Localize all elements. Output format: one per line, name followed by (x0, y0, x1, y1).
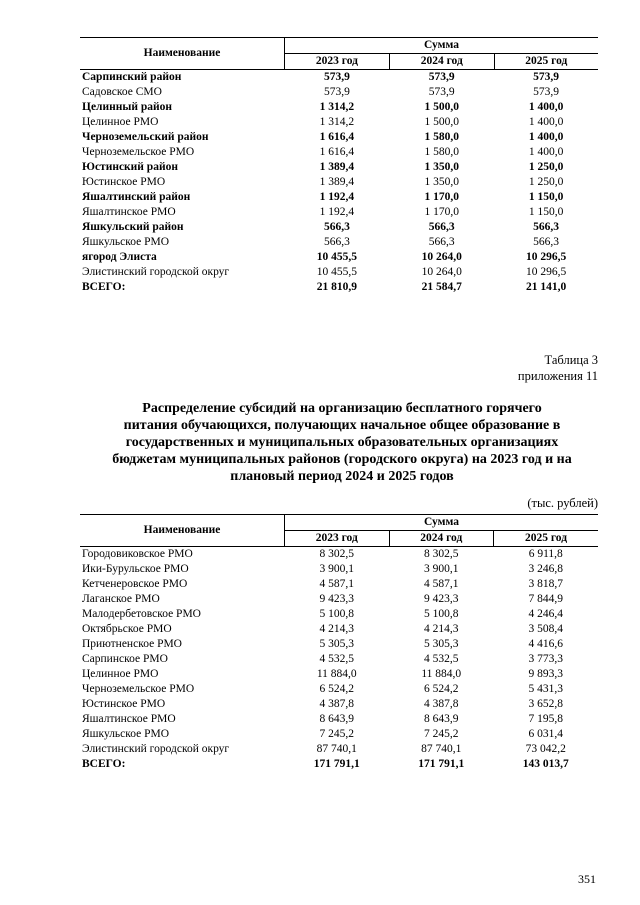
row-value: 8 643,9 (319, 713, 354, 725)
table-row (80, 592, 598, 607)
row-value: 3 818,7 (528, 578, 563, 590)
table-row (80, 160, 598, 175)
table-row (80, 682, 598, 697)
row-value: 87 740,1 (316, 743, 357, 755)
row-value: 1 250,0 (528, 161, 564, 173)
row-name: Целинный район (82, 101, 173, 113)
row-value: 1 616,4 (319, 131, 355, 143)
row-value: 87 740,1 (421, 743, 462, 755)
row-value: 1 150,0 (528, 206, 564, 218)
row-value: 5 305,3 (319, 638, 354, 650)
row-value: 1 580,0 (424, 146, 459, 158)
column-header-year: 2024 год (389, 54, 494, 70)
row-value: 143 013,7 (522, 758, 569, 770)
row-value: 3 900,1 (424, 563, 459, 575)
table-row (80, 742, 598, 757)
row-value: 1 389,4 (319, 176, 355, 188)
row-name: Яшкульское РМО (82, 728, 170, 740)
row-name: Целинное РМО (82, 668, 159, 680)
table-row (80, 577, 598, 592)
page-number: 351 (578, 872, 596, 886)
table-number: Таблица 3 (544, 353, 598, 367)
row-value: 1 500,0 (424, 101, 459, 113)
table-row (80, 145, 598, 160)
allocation-table-1 (80, 37, 598, 295)
table-row (80, 265, 598, 280)
row-value: 566,3 (533, 221, 560, 233)
row-value: 1 400,0 (528, 101, 564, 113)
table-row (80, 547, 598, 563)
row-value: 3 900,1 (319, 563, 354, 575)
row-value: 573,9 (533, 86, 560, 98)
row-value: 573,9 (533, 71, 560, 83)
table-row (80, 190, 598, 205)
table-title-line: плановый период 2024 и 2025 годов (230, 469, 454, 484)
table-title (82, 400, 602, 485)
row-value: 10 264,0 (421, 266, 462, 278)
row-value: 1 314,2 (319, 101, 355, 113)
row-value: 566,3 (428, 221, 455, 233)
row-value: 1 580,0 (424, 131, 459, 143)
row-value: 566,3 (533, 236, 560, 248)
table-row (80, 280, 598, 295)
row-value: 21 810,9 (316, 281, 358, 293)
row-value: 8 302,5 (424, 548, 459, 560)
row-value: 4 387,8 (319, 698, 354, 710)
row-value: 171 791,1 (418, 758, 465, 770)
row-value: 566,3 (323, 221, 350, 233)
row-value: 1 350,0 (424, 176, 459, 188)
row-value: 10 296,5 (525, 266, 567, 278)
column-header-year: 2023 год (285, 54, 390, 70)
row-name: Ики-Бурульское РМО (82, 563, 189, 575)
table-row (80, 607, 598, 622)
row-name: Юстинское РМО (82, 698, 166, 710)
row-value: 3 246,8 (528, 563, 563, 575)
row-name: Черноземельское РМО (82, 683, 195, 695)
row-value: 11 884,0 (316, 668, 357, 680)
row-name: Яшалтинское РМО (82, 206, 176, 218)
row-value: 7 844,9 (528, 593, 563, 605)
row-value: 5 100,8 (319, 608, 354, 620)
row-value: 8 643,9 (424, 713, 459, 725)
row-value: 573,9 (428, 71, 455, 83)
row-name: Малодербетовское РМО (82, 608, 201, 620)
column-header-sum: Сумма (285, 515, 599, 531)
table-row (80, 85, 598, 100)
table-row (80, 562, 598, 577)
table-title-line: Распределение субсидий на организацию бесплатного горячего (142, 401, 542, 416)
column-header-year: 2025 год (494, 54, 598, 70)
table-row (80, 205, 598, 220)
table-row (80, 652, 598, 667)
table-row (80, 250, 598, 265)
row-value: 4 246,4 (528, 608, 563, 620)
row-value: 6 524,2 (319, 683, 354, 695)
row-name: Городовиковское РМО (82, 548, 193, 560)
row-value: 4 532,5 (424, 653, 459, 665)
table-title-line: питания обучающихся, получающих начальное общее образование в (123, 418, 561, 433)
row-value: 7 195,8 (528, 713, 563, 725)
row-name: Юстинский район (82, 161, 178, 173)
row-value: 573,9 (428, 86, 455, 98)
row-value: 3 652,8 (528, 698, 563, 710)
row-name: Юстинское РМО (82, 176, 166, 188)
column-header-year: 2023 год (285, 531, 390, 547)
row-value: 11 884,0 (421, 668, 462, 680)
row-name: Яшалтинский район (82, 191, 191, 203)
table-row (80, 220, 598, 235)
row-value: 1 616,4 (319, 146, 355, 158)
column-header-year: 2024 год (389, 531, 494, 547)
row-value: 573,9 (323, 86, 350, 98)
row-value: 4 214,3 (319, 623, 354, 635)
units-label: (тыс. рублей) (527, 496, 598, 510)
row-value: 9 893,3 (528, 668, 563, 680)
row-value: 10 264,0 (421, 251, 462, 263)
row-value: 3 773,3 (528, 653, 563, 665)
row-name: Яшалтинское РМО (82, 713, 176, 725)
row-name: Октябрьское РМО (82, 623, 172, 635)
table-row (80, 712, 598, 727)
row-value: 573,9 (323, 71, 350, 83)
row-name: Сарпинское РМО (82, 653, 168, 665)
allocation-table-2 (80, 514, 598, 772)
row-value: 73 042,2 (525, 743, 566, 755)
row-value: 1 170,0 (424, 191, 459, 203)
row-value: 1 500,0 (424, 116, 459, 128)
row-value: 1 170,0 (424, 206, 459, 218)
row-value: 21 141,0 (525, 281, 567, 293)
row-name: Лаганское РМО (82, 593, 160, 605)
row-value: 566,3 (323, 236, 350, 248)
row-value: 1 400,0 (528, 146, 564, 158)
row-value: 171 791,1 (313, 758, 360, 770)
row-value: 21 584,7 (421, 281, 462, 293)
table-row (80, 175, 598, 190)
table-row (80, 70, 598, 86)
row-name: Яшкульский район (82, 221, 184, 233)
row-value: 10 296,5 (525, 251, 567, 263)
row-value: 4 387,8 (424, 698, 459, 710)
row-value: 4 587,1 (424, 578, 459, 590)
row-name: Элистинский городской округ (82, 266, 230, 278)
row-value: 9 423,3 (424, 593, 459, 605)
row-value: 1 389,4 (319, 161, 355, 173)
row-value: 6 031,4 (528, 728, 563, 740)
row-value: 1 250,0 (528, 176, 564, 188)
column-header-name: Наименование (80, 38, 285, 70)
row-value: 1 192,4 (319, 191, 355, 203)
table-row (80, 697, 598, 712)
row-value: 6 911,8 (528, 548, 563, 560)
row-value: 10 455,5 (316, 266, 358, 278)
row-value: 1 314,2 (319, 116, 355, 128)
row-value: 1 400,0 (528, 116, 564, 128)
table-row (80, 667, 598, 682)
row-value: 4 532,5 (319, 653, 354, 665)
column-header-sum: Сумма (285, 38, 599, 54)
table-row (80, 637, 598, 652)
row-value: 3 508,4 (528, 623, 563, 635)
row-value: 7 245,2 (424, 728, 459, 740)
row-value: 4 587,1 (319, 578, 354, 590)
row-value: 7 245,2 (319, 728, 354, 740)
row-name: Садовское СМО (82, 86, 162, 98)
table-row (80, 100, 598, 115)
row-value: 1 150,0 (528, 191, 564, 203)
row-name: ВСЕГО: (82, 281, 126, 293)
row-value: 9 423,3 (319, 593, 354, 605)
row-name: ВСЕГО: (82, 758, 126, 770)
row-value: 5 100,8 (424, 608, 459, 620)
row-name: Целинное РМО (82, 116, 159, 128)
row-value: 6 524,2 (424, 683, 459, 695)
row-value: 5 305,3 (424, 638, 459, 650)
row-value: 4 214,3 (424, 623, 459, 635)
row-value: 1 192,4 (319, 206, 355, 218)
row-name: Сарпинский район (82, 71, 182, 83)
table-row (80, 115, 598, 130)
row-value: 1 400,0 (528, 131, 564, 143)
table-title-line: бюджетам муниципальных районов (городского округа) на 2023 год и на (112, 452, 572, 467)
table-title-line: государственных и муниципальных образовательных организациях (125, 435, 559, 450)
table-row (80, 235, 598, 250)
row-name: Приютненское РМО (82, 638, 182, 650)
row-value: 8 302,5 (319, 548, 354, 560)
column-header-name: Наименование (80, 515, 285, 547)
row-value: 10 455,5 (316, 251, 358, 263)
row-name: Кетченеровское РМО (82, 578, 188, 590)
appendix-reference: приложения 11 (517, 369, 598, 383)
row-value: 4 416,6 (528, 638, 563, 650)
row-name: ягород Элиста (82, 251, 157, 263)
row-name: Черноземельское РМО (82, 146, 195, 158)
row-value: 1 350,0 (424, 161, 459, 173)
table-row (80, 727, 598, 742)
table-row (80, 130, 598, 145)
row-name: Элистинский городской округ (82, 743, 230, 755)
table-row (80, 622, 598, 637)
row-name: Черноземельский район (82, 131, 209, 143)
row-value: 5 431,3 (528, 683, 563, 695)
column-header-year: 2025 год (494, 531, 599, 547)
row-name: Яшкульское РМО (82, 236, 170, 248)
row-value: 566,3 (428, 236, 455, 248)
table-row (80, 757, 598, 772)
